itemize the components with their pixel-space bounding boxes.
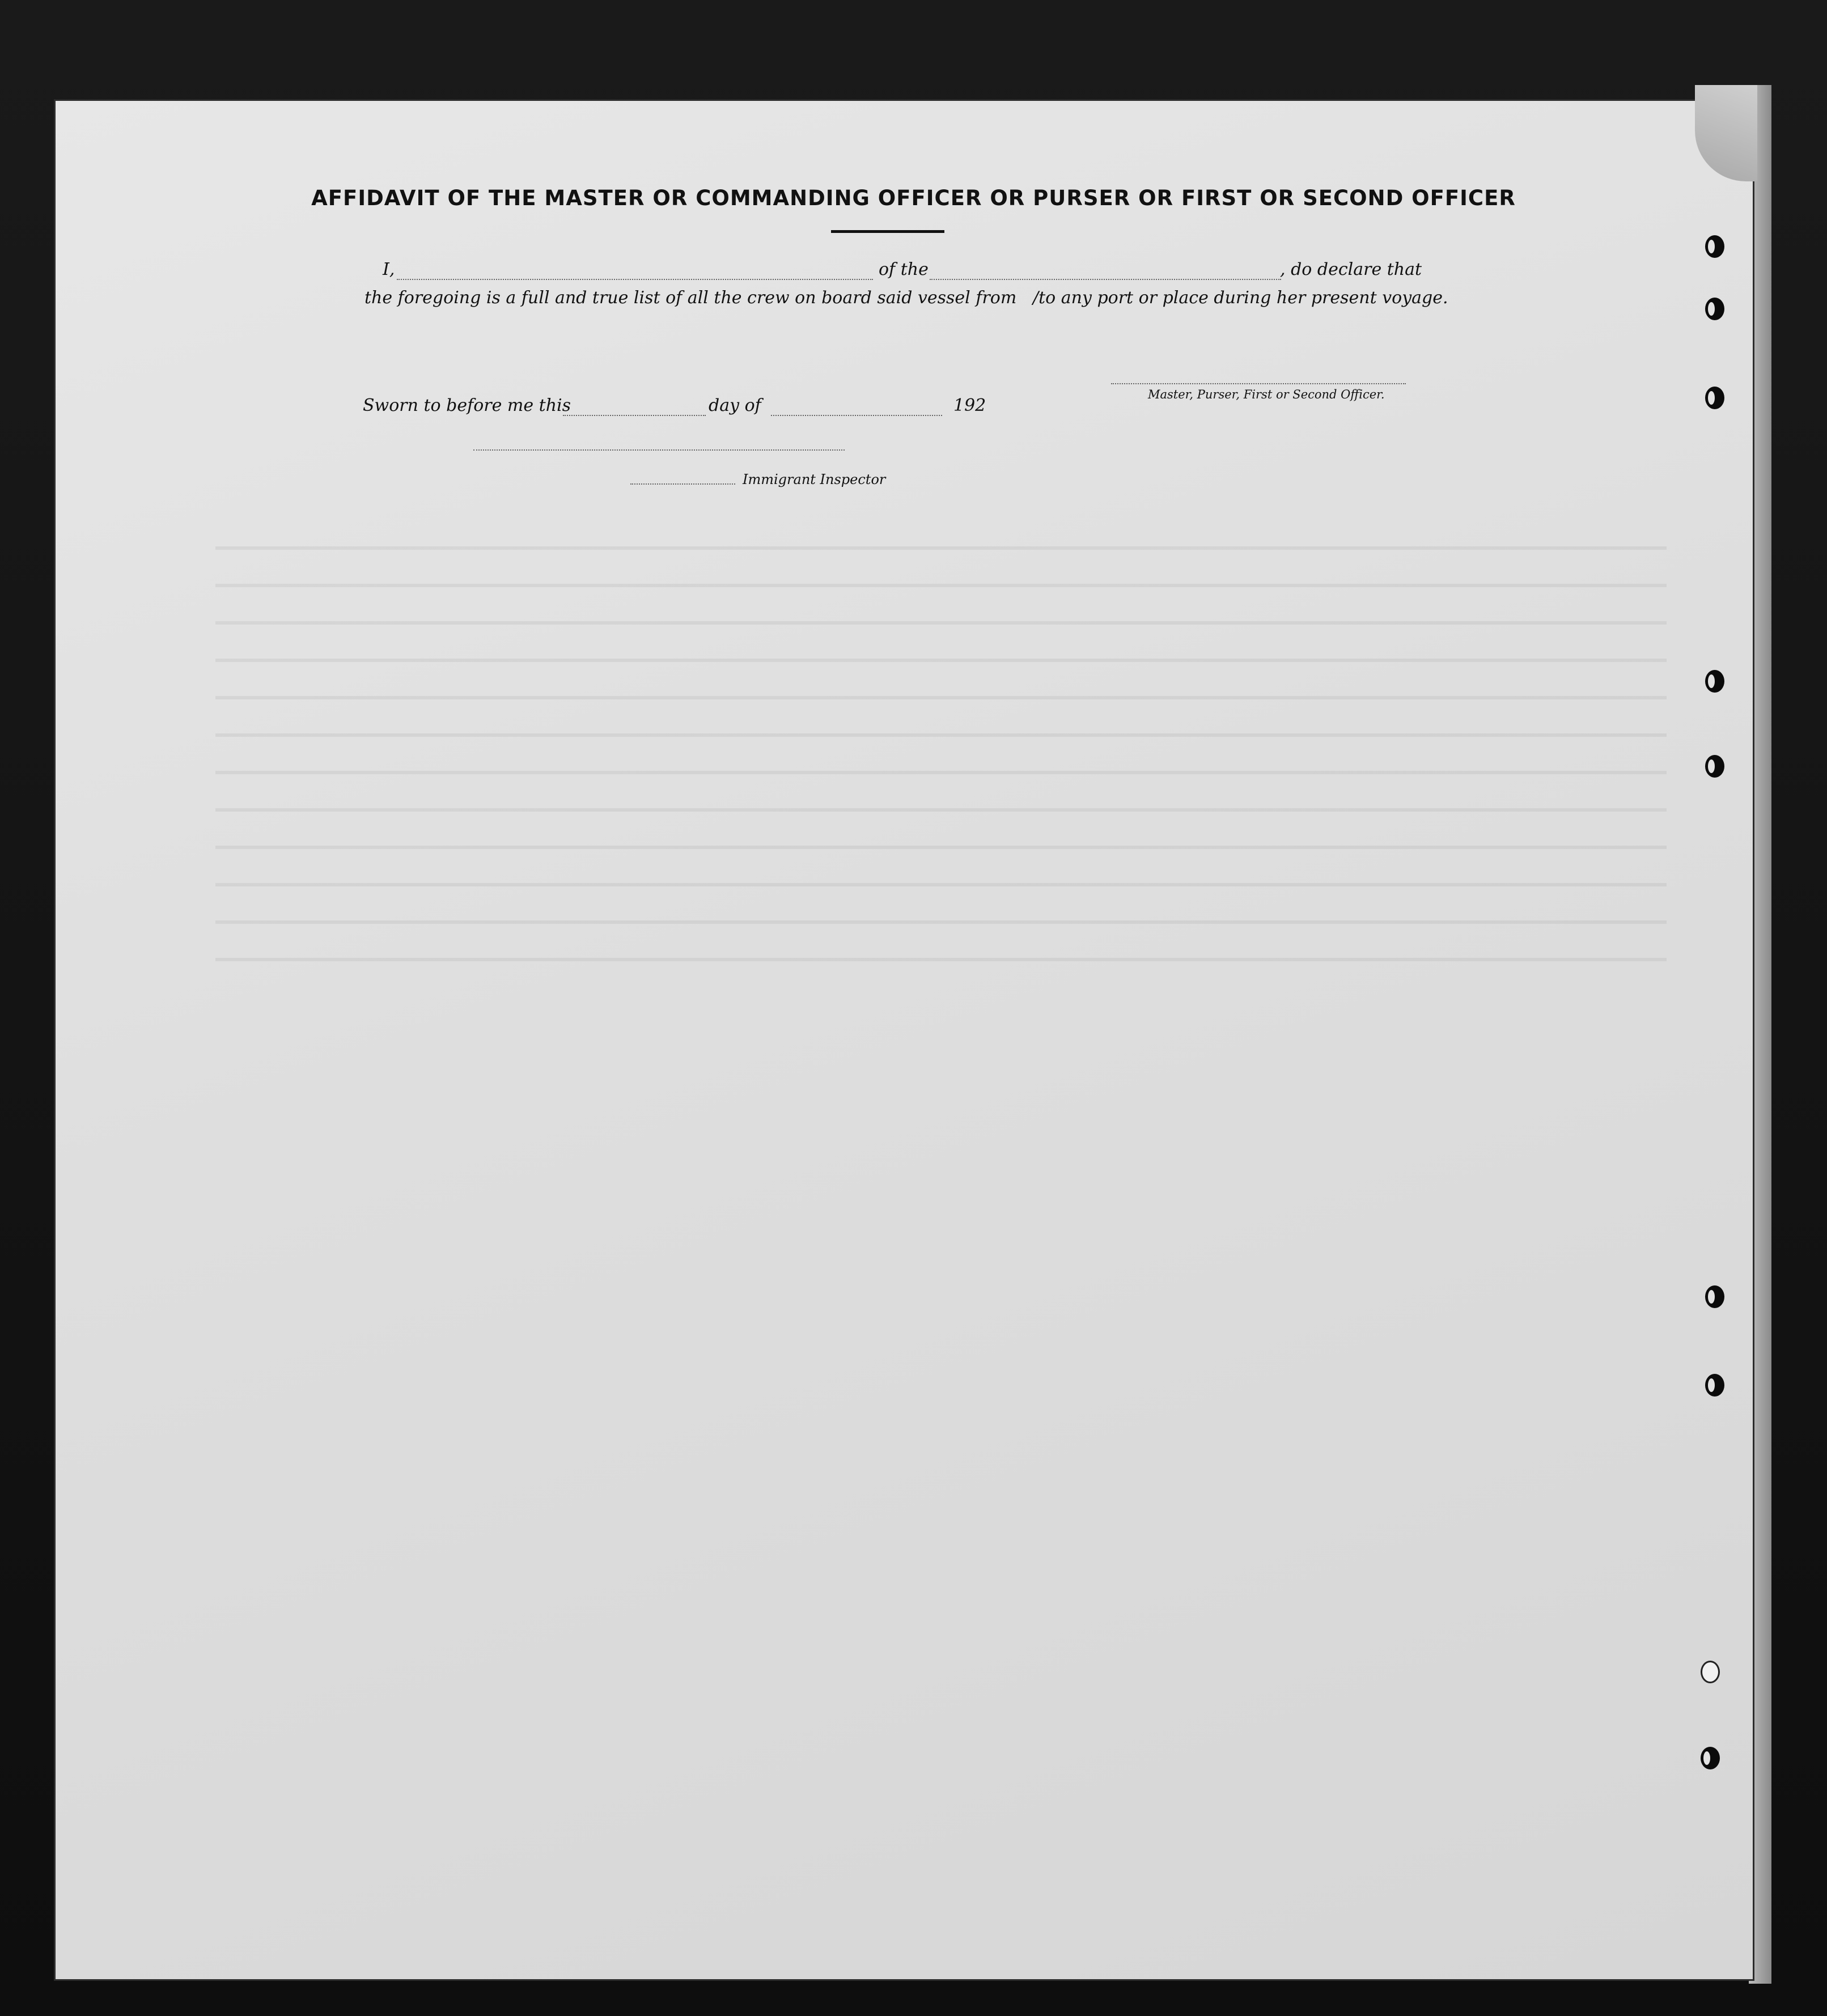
declarant-prefix: I, bbox=[383, 260, 395, 279]
sworn-month-field[interactable] bbox=[771, 415, 942, 416]
of-the-label: of the bbox=[879, 260, 929, 279]
affidavit-title: AFFIDAVIT OF THE MASTER OR COMMANDING OFFICER OR PURSER OR FIRST OR SECOND OFFICER bbox=[311, 186, 1516, 210]
declarant-name-field[interactable] bbox=[397, 279, 873, 280]
title-rule bbox=[831, 230, 944, 233]
punch-hole bbox=[1705, 755, 1724, 778]
punch-hole bbox=[1705, 1285, 1724, 1308]
punch-hole bbox=[1705, 1374, 1724, 1397]
sworn-prefix: Sworn to before me this bbox=[363, 396, 571, 415]
declaration-text-end: /to any port or place during her present voyage. bbox=[1033, 288, 1448, 308]
inspector-signature-line[interactable] bbox=[473, 449, 845, 451]
punch-hole bbox=[1705, 670, 1724, 693]
day-of-label: day of bbox=[709, 396, 761, 415]
punch-hole bbox=[1701, 1661, 1720, 1683]
inspector-caption: Immigrant Inspector bbox=[743, 472, 886, 487]
punch-hole bbox=[1705, 235, 1724, 258]
declaration-text: the foregoing is a full and true list of all the crew on board said vessel from bbox=[364, 288, 1017, 308]
year-prefix: 192 bbox=[953, 396, 986, 415]
inspector-signature-field[interactable] bbox=[630, 483, 735, 485]
sworn-day-field[interactable] bbox=[563, 415, 706, 416]
punch-hole bbox=[1705, 298, 1724, 320]
declare-suffix: , do declare that bbox=[1280, 260, 1422, 279]
document-page bbox=[54, 99, 1754, 1981]
punch-hole bbox=[1701, 1747, 1720, 1769]
bleed-through-text bbox=[215, 521, 1667, 975]
master-signature-caption: Master, Purser, First or Second Officer. bbox=[1148, 388, 1385, 401]
punch-hole bbox=[1705, 387, 1724, 409]
vessel-name-field[interactable] bbox=[930, 279, 1281, 280]
master-signature-field[interactable] bbox=[1111, 383, 1406, 384]
